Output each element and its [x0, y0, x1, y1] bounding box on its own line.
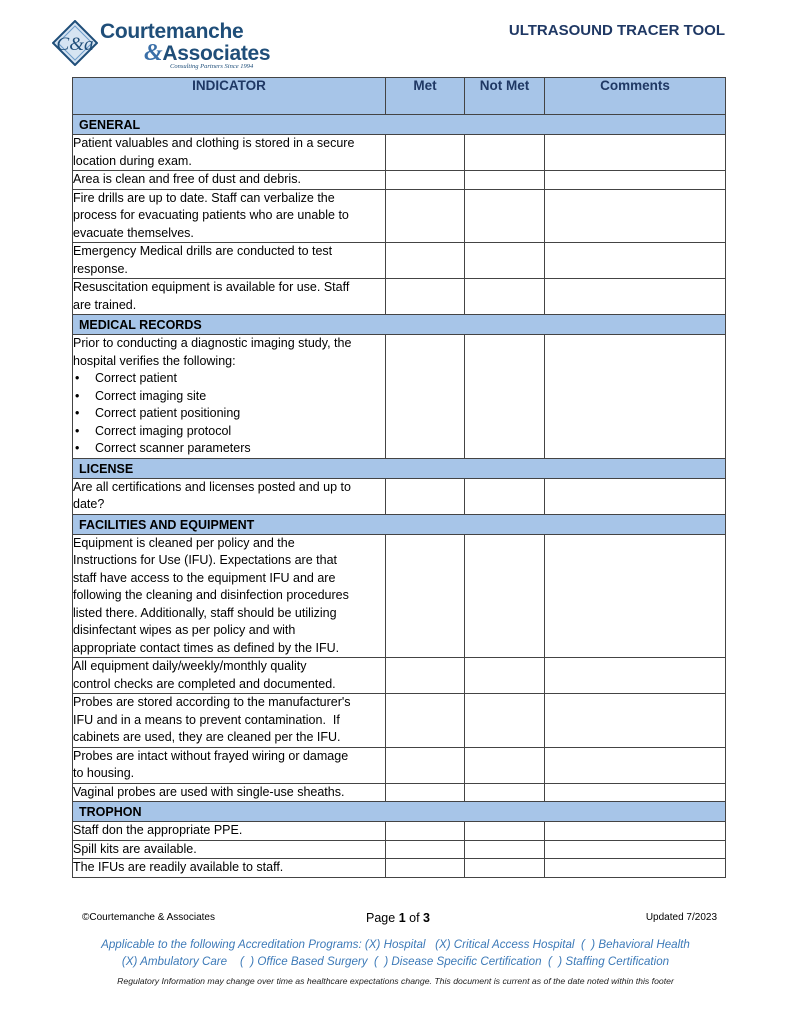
met-cell[interactable] — [386, 135, 465, 171]
not-met-cell[interactable] — [465, 840, 545, 859]
table-row — [73, 822, 726, 841]
indicator-text-line: IFU and in a means to prevent contamination. If — [73, 712, 340, 727]
indicator-cell — [73, 840, 386, 859]
indicator-cell — [73, 243, 386, 279]
table-row — [73, 279, 726, 315]
indicator-text-line: Are all certifications and licenses posted and up to — [73, 479, 351, 494]
section-title: MEDICAL RECORDS — [73, 315, 726, 335]
table-row — [73, 189, 726, 243]
not-met-cell[interactable] — [465, 694, 545, 748]
met-cell[interactable] — [386, 747, 465, 783]
indicator-cell — [73, 279, 386, 315]
indicator-text-line: to housing. — [73, 766, 135, 780]
indicator-text-line: Resuscitation equipment is available for use. Staff — [73, 280, 350, 294]
section-title: GENERAL — [73, 115, 726, 135]
table-row — [73, 694, 726, 748]
indicator-text-line: Spill kits are available. — [73, 841, 197, 856]
met-cell[interactable] — [386, 783, 465, 802]
met-cell[interactable] — [386, 171, 465, 190]
indicator-text-line: cabinets are used, they are cleaned per the IFU. — [73, 730, 341, 744]
comments-cell[interactable] — [545, 243, 726, 279]
section-row — [73, 315, 726, 335]
indicator-bullet-list — [73, 370, 385, 458]
comments-cell[interactable] — [545, 279, 726, 315]
indicator-text-line: Area is clean and free of dust and debris. — [73, 172, 301, 186]
met-cell[interactable] — [386, 694, 465, 748]
met-cell[interactable] — [386, 534, 465, 658]
met-cell[interactable] — [386, 658, 465, 694]
not-met-cell[interactable] — [465, 534, 545, 658]
indicator-cell — [73, 171, 386, 190]
indicator-text-line: Probes are stored according to the manufacturer's — [73, 695, 351, 709]
indicator-cell — [73, 694, 386, 748]
indicator-cell — [73, 822, 386, 841]
section-title: FACILITIES AND EQUIPMENT — [73, 514, 726, 534]
indicator-text-line: are trained. — [73, 297, 137, 312]
not-met-cell[interactable] — [465, 243, 545, 279]
indicator-text-line: hospital verifies the following: — [73, 353, 236, 368]
indicator-text-line: Probes are intact without frayed wiring or damage — [73, 748, 349, 763]
footer-page-number — [366, 911, 430, 925]
column-header-indicator: INDICATOR — [73, 78, 386, 115]
section-row — [73, 115, 726, 135]
indicator-text-line: date? — [73, 497, 105, 511]
table-row — [73, 859, 726, 878]
logo-tagline: Consulting Partners Since 1994 — [170, 63, 254, 70]
comments-cell[interactable] — [545, 135, 726, 171]
comments-cell[interactable] — [545, 171, 726, 190]
indicator-text-line: All equipment daily/weekly/monthly quality — [73, 659, 307, 673]
indicator-text-line: evacuate themselves. — [73, 225, 194, 240]
not-met-cell[interactable] — [465, 189, 545, 243]
programs-line-1: Applicable to the following Accreditation Programs: (X) Hospital (X) Critical Access Hospital ( ) Behavioral Health — [101, 938, 690, 951]
comments-cell[interactable] — [545, 747, 726, 783]
logo-ampersand: & — [144, 40, 163, 66]
met-cell[interactable] — [386, 279, 465, 315]
footer-regulatory-note: Regulatory Information may change over time as healthcare expectations change. This document is current as of the date noted within this footer — [117, 976, 674, 986]
met-cell[interactable] — [386, 822, 465, 841]
comments-cell[interactable] — [545, 335, 726, 459]
company-logo — [52, 20, 277, 72]
comments-cell[interactable] — [545, 189, 726, 243]
logo-diamond-icon — [52, 20, 98, 66]
table-row — [73, 171, 726, 190]
met-cell[interactable] — [386, 189, 465, 243]
table-row — [73, 747, 726, 783]
document-title: ULTRASOUND TRACER TOOL — [508, 22, 725, 39]
list-item: • Correct imaging protocol — [95, 423, 385, 441]
comments-cell[interactable] — [545, 658, 726, 694]
not-met-cell[interactable] — [465, 747, 545, 783]
met-cell[interactable] — [386, 859, 465, 878]
indicator-cell — [73, 747, 386, 783]
footer-copyright: ©Courtemanche & Associates — [82, 912, 215, 923]
indicator-text-line: Staff don the appropriate PPE. — [73, 823, 243, 837]
table-row — [73, 478, 726, 514]
indicator-text-line: location during exam. — [73, 153, 192, 168]
indicator-text-line: Patient valuables and clothing is stored in a secure — [73, 136, 355, 150]
section-row — [73, 514, 726, 534]
comments-cell[interactable] — [545, 840, 726, 859]
list-item: • Correct scanner parameters — [95, 440, 385, 458]
not-met-cell[interactable] — [465, 171, 545, 190]
indicator-text-line: Fire drills are up to date. Staff can verbalize the — [73, 190, 335, 205]
indicator-cell — [73, 135, 386, 171]
list-item: • Correct imaging site — [95, 388, 385, 406]
indicator-cell — [73, 335, 386, 459]
column-header-comments: Comments — [545, 78, 726, 115]
page-word: Page — [366, 911, 396, 925]
table-row — [73, 534, 726, 658]
met-cell[interactable] — [386, 840, 465, 859]
not-met-cell[interactable] — [465, 859, 545, 878]
footer-updated-date: Updated 7/2023 — [645, 912, 717, 923]
not-met-cell[interactable] — [465, 658, 545, 694]
programs-line-2: (X) Ambulatory Care ( ) Office Based Surgery ( ) Disease Specific Certification ( ) Staffing Certification — [121, 955, 670, 968]
table-body — [73, 115, 726, 878]
met-cell[interactable] — [386, 243, 465, 279]
table-row — [73, 135, 726, 171]
page-of: of — [409, 911, 420, 925]
logo-name-associates: Associates — [162, 42, 271, 65]
tracer-table — [72, 77, 726, 878]
indicator-cell — [73, 189, 386, 243]
section-title: LICENSE — [73, 458, 726, 478]
indicator-text-line: Emergency Medical drills are conducted to test — [73, 244, 333, 258]
indicator-cell — [73, 478, 386, 514]
not-met-cell[interactable] — [465, 822, 545, 841]
met-cell[interactable] — [386, 335, 465, 459]
not-met-cell[interactable] — [465, 783, 545, 802]
comments-cell[interactable] — [545, 478, 726, 514]
footer-accreditation-programs — [0, 936, 791, 970]
page-total: 3 — [423, 911, 430, 925]
table-row — [73, 658, 726, 694]
table-row — [73, 335, 726, 459]
not-met-cell[interactable] — [465, 478, 545, 514]
table-row — [73, 243, 726, 279]
comments-cell[interactable] — [545, 694, 726, 748]
indicator-text-line: Prior to conducting a diagnostic imaging study, the — [73, 336, 352, 350]
section-title: TROPHON — [73, 802, 726, 822]
indicator-text-line: listed there. Additionally, staff should be utilizing — [73, 605, 337, 620]
indicator-cell — [73, 534, 386, 658]
section-row — [73, 458, 726, 478]
indicator-text-line: staff have access to the equipment IFU and are — [73, 570, 336, 585]
list-item: • Correct patient positioning — [95, 405, 385, 423]
column-header-not-met: Not Met — [465, 78, 545, 115]
indicator-text-line: process for evacuating patients who are unable to — [73, 208, 349, 222]
not-met-cell[interactable] — [465, 279, 545, 315]
indicator-text-line: control checks are completed and documented. — [73, 676, 336, 691]
indicator-text-line: The IFUs are readily available to staff. — [73, 860, 284, 874]
comments-cell[interactable] — [545, 822, 726, 841]
met-cell[interactable] — [386, 478, 465, 514]
comments-cell[interactable] — [545, 859, 726, 878]
indicator-text-line: response. — [73, 261, 128, 276]
comments-cell[interactable] — [545, 783, 726, 802]
not-met-cell[interactable] — [465, 135, 545, 171]
indicator-text-line: Vaginal probes are used with single-use sheaths. — [73, 784, 345, 799]
table-header-row — [73, 78, 726, 115]
table-row — [73, 783, 726, 802]
table-row — [73, 840, 726, 859]
indicator-text-line: appropriate contact times as defined by the IFU. — [73, 640, 340, 655]
column-header-met: Met — [386, 78, 465, 115]
page-current: 1 — [398, 911, 406, 925]
indicator-text-line: Instructions for Use (IFU). Expectations are that — [73, 553, 337, 567]
indicator-cell — [73, 658, 386, 694]
indicator-cell — [73, 859, 386, 878]
indicator-text-line: disinfectant wipes as per policy and with — [73, 623, 296, 637]
indicator-cell — [73, 783, 386, 802]
section-row — [73, 802, 726, 822]
comments-cell[interactable] — [545, 534, 726, 658]
indicator-text-line: Equipment is cleaned per policy and the — [73, 535, 295, 550]
indicator-text-line: following the cleaning and disinfection procedures — [73, 588, 349, 602]
logo-name-line1: Courtemanche — [100, 20, 244, 43]
logo-mark-text: C&a — [56, 34, 94, 55]
not-met-cell[interactable] — [465, 335, 545, 459]
list-item: • Correct patient — [95, 370, 385, 388]
